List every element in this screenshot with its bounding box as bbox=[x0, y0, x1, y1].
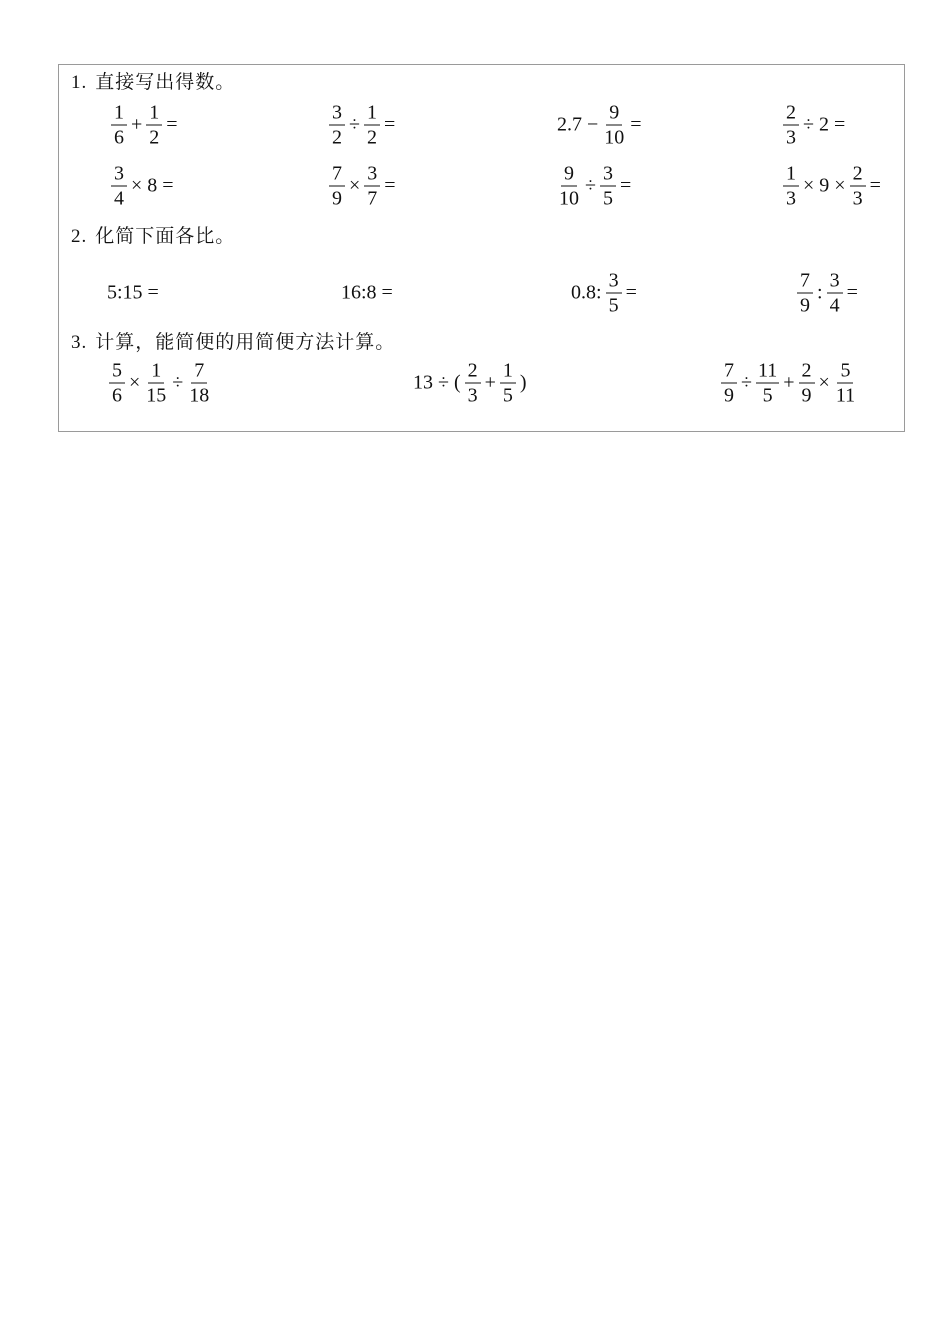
fraction bbox=[600, 164, 616, 209]
fraction bbox=[329, 103, 345, 148]
fraction bbox=[756, 361, 779, 406]
denominator: 3 bbox=[467, 384, 478, 407]
denominator: 2 bbox=[149, 126, 160, 149]
problem bbox=[781, 164, 883, 209]
denominator: 6 bbox=[112, 384, 122, 407]
numerator: 2 bbox=[799, 361, 815, 384]
denominator: 5 bbox=[502, 384, 513, 407]
fraction bbox=[797, 271, 813, 316]
fraction bbox=[364, 103, 380, 148]
fraction bbox=[329, 164, 345, 209]
denominator: 4 bbox=[829, 294, 840, 317]
expression-text: = bbox=[383, 113, 396, 136]
fraction bbox=[111, 164, 127, 209]
fraction bbox=[827, 271, 843, 316]
numerator: 5 bbox=[109, 361, 125, 384]
denominator: 5 bbox=[608, 294, 619, 317]
numerator: 1 bbox=[783, 164, 799, 187]
numerator: 7 bbox=[797, 271, 813, 294]
problem bbox=[795, 271, 860, 316]
denominator: 9 bbox=[332, 187, 342, 210]
expression-text: = bbox=[619, 174, 632, 197]
numerator: 2 bbox=[465, 361, 481, 384]
expression-text: 16:8 = bbox=[341, 281, 393, 304]
problem bbox=[339, 282, 395, 305]
fraction bbox=[799, 361, 815, 406]
expression-text: = bbox=[869, 174, 881, 197]
section-number: 2. bbox=[71, 226, 88, 247]
fraction bbox=[144, 361, 168, 406]
fraction bbox=[850, 164, 866, 209]
problem bbox=[105, 282, 161, 305]
numerator: 9 bbox=[561, 164, 577, 187]
numerator: 3 bbox=[364, 164, 380, 187]
section-title: 计算，能简便的用简便方法计算。 bbox=[95, 331, 396, 353]
denominator: 15 bbox=[146, 384, 167, 407]
problem bbox=[555, 164, 633, 209]
expression-text: ÷ bbox=[349, 113, 360, 136]
numerator: 3 bbox=[111, 164, 127, 187]
numerator: 3 bbox=[827, 271, 843, 294]
denominator: 6 bbox=[114, 126, 124, 149]
problem bbox=[781, 103, 847, 148]
expression-text: 0.8: bbox=[571, 281, 602, 304]
problem bbox=[107, 361, 213, 406]
expression-text: + bbox=[783, 371, 795, 394]
denominator: 3 bbox=[786, 126, 796, 149]
denominator: 10 bbox=[604, 126, 625, 149]
denominator: 2 bbox=[332, 126, 342, 149]
expression-text: × 8 = bbox=[131, 174, 174, 197]
denominator: 5 bbox=[762, 384, 773, 407]
fraction bbox=[783, 103, 799, 148]
numerator: 7 bbox=[721, 361, 737, 384]
denominator: 5 bbox=[602, 187, 613, 210]
numerator: 3 bbox=[329, 103, 345, 126]
denominator: 9 bbox=[724, 384, 734, 407]
problem bbox=[109, 164, 176, 209]
fraction bbox=[109, 361, 125, 406]
expression-text: × bbox=[818, 371, 830, 394]
expression-text: : bbox=[817, 281, 823, 304]
section-3-heading bbox=[71, 327, 395, 354]
fraction bbox=[111, 103, 127, 148]
problem bbox=[555, 103, 644, 148]
problem bbox=[719, 361, 859, 406]
numerator: 3 bbox=[606, 271, 622, 294]
exercise-sheet bbox=[58, 64, 905, 432]
numerator: 2 bbox=[783, 103, 799, 126]
denominator: 11 bbox=[835, 384, 856, 407]
numerator: 1 bbox=[364, 103, 380, 126]
expression-text: = bbox=[166, 113, 178, 136]
numerator: 9 bbox=[606, 103, 622, 126]
problem bbox=[109, 103, 180, 148]
numerator: 1 bbox=[111, 103, 127, 126]
fraction bbox=[783, 164, 799, 209]
fraction bbox=[606, 271, 622, 316]
expression-text: × bbox=[349, 174, 361, 197]
numerator: 11 bbox=[757, 359, 778, 382]
expression-text: = bbox=[630, 113, 642, 136]
denominator: 3 bbox=[786, 187, 796, 210]
fraction bbox=[465, 361, 481, 406]
fraction bbox=[721, 361, 737, 406]
expression-text: + bbox=[484, 371, 496, 394]
expression-text: 5:15 = bbox=[107, 281, 159, 304]
numerator: 5 bbox=[837, 361, 853, 384]
fraction bbox=[834, 361, 857, 406]
expression-text: 13 ÷ ( bbox=[413, 371, 461, 394]
expression-text: ÷ bbox=[172, 371, 184, 394]
expression-text: = bbox=[384, 174, 396, 197]
fraction bbox=[187, 361, 211, 406]
fraction bbox=[500, 361, 516, 406]
denominator: 9 bbox=[800, 294, 810, 317]
section-number: 3. bbox=[71, 332, 88, 353]
numerator: 1 bbox=[146, 103, 162, 126]
section-2-heading bbox=[71, 221, 235, 248]
section-1-heading bbox=[71, 67, 235, 94]
expression-text: ) bbox=[519, 371, 527, 394]
denominator: 9 bbox=[801, 384, 812, 407]
numerator: 2 bbox=[850, 164, 866, 187]
expression-text: = bbox=[846, 281, 858, 304]
numerator: 7 bbox=[329, 164, 345, 187]
expression-text: × bbox=[129, 371, 141, 394]
section-title: 直接写出得数。 bbox=[95, 71, 236, 93]
fraction bbox=[602, 103, 626, 148]
denominator: 18 bbox=[189, 384, 210, 407]
numerator: 7 bbox=[191, 361, 207, 384]
fraction bbox=[146, 103, 162, 148]
numerator: 3 bbox=[600, 164, 616, 187]
denominator: 4 bbox=[114, 187, 124, 210]
expression-text: 2.7 − bbox=[557, 113, 599, 136]
problem bbox=[569, 271, 639, 316]
problem bbox=[327, 164, 398, 209]
numerator: 1 bbox=[500, 361, 516, 384]
fraction bbox=[364, 164, 380, 209]
expression-text: × 9 × bbox=[803, 174, 846, 197]
expression-text: ÷ 2 = bbox=[803, 113, 846, 136]
expression-text: ÷ bbox=[585, 174, 596, 197]
problem bbox=[411, 361, 529, 406]
section-title: 化简下面各比。 bbox=[95, 225, 236, 247]
expression-text: ÷ bbox=[741, 371, 752, 394]
denominator: 7 bbox=[367, 187, 378, 210]
denominator: 10 bbox=[559, 187, 579, 210]
section-number: 1. bbox=[71, 72, 88, 93]
fraction bbox=[557, 164, 581, 209]
denominator: 3 bbox=[852, 187, 863, 210]
expression-text: = bbox=[625, 281, 637, 304]
denominator: 2 bbox=[366, 126, 377, 149]
problem bbox=[327, 103, 397, 148]
numerator: 1 bbox=[148, 361, 164, 384]
expression-text: + bbox=[131, 113, 143, 136]
